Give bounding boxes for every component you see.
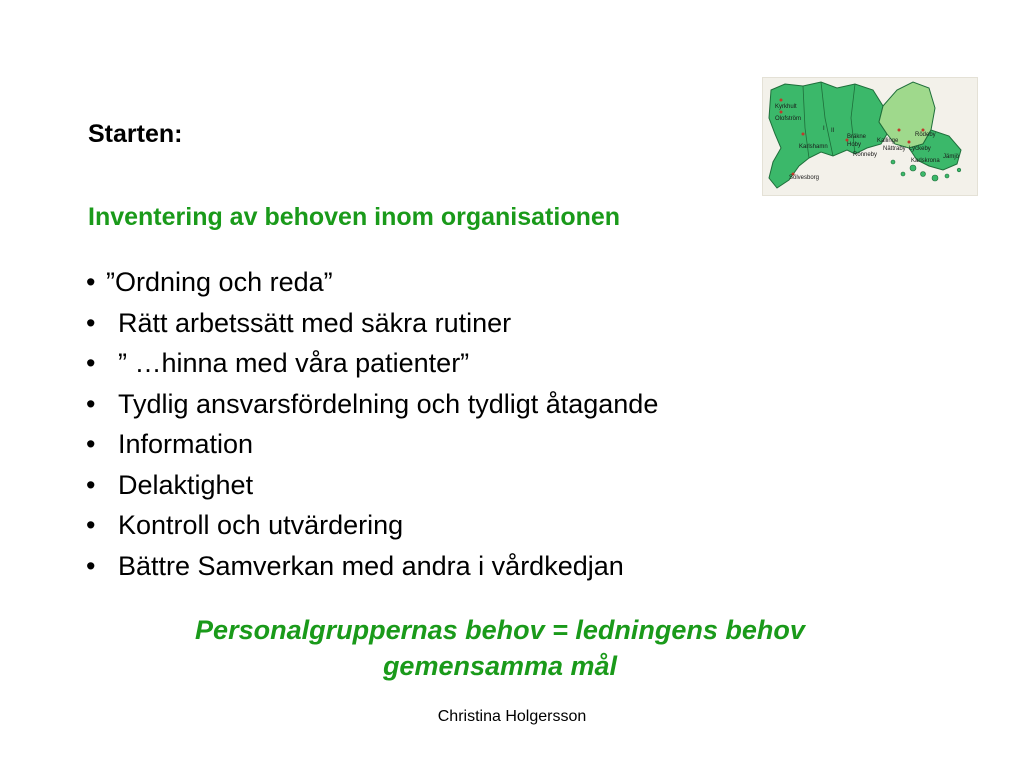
list-item-text: ”Ordning och reda” xyxy=(106,267,333,297)
bullet-icon: • xyxy=(86,510,96,540)
map-label: Olofström xyxy=(775,116,802,122)
list-item-text: Tydlig ansvarsfördelning och tydligt åtagande xyxy=(118,388,659,419)
conclusion-line: gemensamma mål xyxy=(382,651,618,681)
list-item xyxy=(86,343,658,384)
list-item xyxy=(86,465,658,506)
list-item-text: Information xyxy=(118,429,254,459)
list-item xyxy=(86,262,658,303)
list-item xyxy=(86,546,658,587)
list-item xyxy=(86,505,658,546)
list-item xyxy=(86,384,658,425)
bullet-icon: • xyxy=(86,267,96,297)
map-label: Bräkne xyxy=(847,134,867,140)
conclusion-text xyxy=(0,612,1000,684)
map-label: Jämjö xyxy=(943,154,960,160)
page-title: Starten: xyxy=(88,120,183,148)
map-label: Karlshamn xyxy=(799,144,828,150)
map-label: Nättraby xyxy=(883,146,906,152)
bullet-icon: • xyxy=(86,550,96,581)
map-label: Hoby xyxy=(847,142,862,148)
region-map-icon xyxy=(762,77,978,196)
bullet-icon: • xyxy=(86,429,96,459)
section-subheading: Inventering av behoven inom organisationen xyxy=(88,203,621,231)
map-label: Karlskrona xyxy=(911,158,940,164)
list-item-text: Delaktighet xyxy=(118,469,254,500)
list-item xyxy=(86,303,658,344)
bullet-icon: • xyxy=(86,469,96,500)
bullet-list xyxy=(86,262,658,586)
map-label: I xyxy=(823,126,825,132)
list-item-text: ” …hinna med våra patienter” xyxy=(118,348,470,378)
bullet-icon: • xyxy=(86,348,96,378)
author-footer: Christina Holgersson xyxy=(437,708,587,725)
bullet-icon: • xyxy=(86,307,96,338)
map-label: Sölvesborg xyxy=(789,175,820,181)
map-label: Rödeby xyxy=(915,132,936,138)
conclusion-line: Personalgruppernas behov = ledningens behov xyxy=(195,615,805,645)
map-label: Lyckeby xyxy=(909,146,931,152)
list-item-text: Kontroll och utvärdering xyxy=(118,510,404,540)
bullet-icon: • xyxy=(86,388,96,419)
list-item-text: Bättre Samverkan med andra i vårdkedjan xyxy=(118,550,624,581)
list-item-text: Rätt arbetssätt med säkra rutiner xyxy=(118,307,512,338)
map-label: II xyxy=(831,128,835,134)
map-label: Kallinge xyxy=(877,138,899,144)
map-label: Ronneby xyxy=(853,152,878,158)
map-label: Kyrkhult xyxy=(775,104,797,110)
list-item xyxy=(86,424,658,465)
